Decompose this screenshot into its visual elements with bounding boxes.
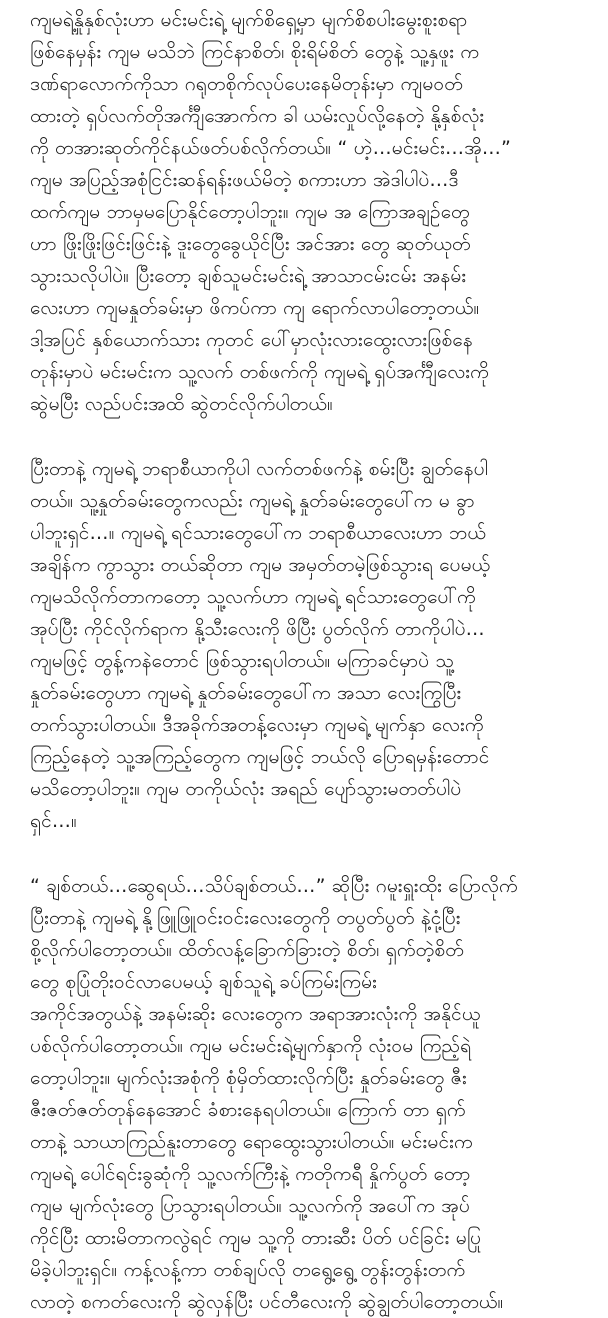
- paragraph-gap: [30, 837, 590, 870]
- text-line: ကိုင်ပြီး ထားမိတာကလွဲရင် ကျမ သူ့ကို တားဆီး ပိတ် ပင်ခြင်း မပြု: [30, 1227, 482, 1249]
- text-line: ထက်ကျမ ဘာမှမပြောနိုင်တော့ပါဘူး။ ကျမ အ ကြောအချဉ်တွေ: [30, 201, 470, 223]
- paragraph-1: [30, 4, 590, 420]
- text-line: အချိန်က ကွာသွား တယ်ဆိုတာ ကျမ အမှတ်တမဲ့ဖြစ်သွားရ ပေမယ့်: [30, 554, 491, 576]
- text-line: ကြည့်နေတဲ့ သူ့အကြည့်တွေက ကျမဖြင့် ဘယ်လို ပြောရမှန်းတောင်: [30, 746, 490, 768]
- text-line: နှုတ်ခမ်းတွေဟာ ကျမရဲ့ နှုတ်ခမ်းတွေပေါ်က အသာ လေးကြွပြီး: [30, 682, 462, 704]
- text-line: ကျမရဲ့ ပေါင်ရင်းခွဆုံကို သူ့လက်ကြီးနဲ့ ကတိုကရီ နှိုက်ပွတ် တော့: [30, 1163, 471, 1185]
- paragraph-2: [30, 453, 590, 837]
- text-line: ထားတဲ့ ရှပ်လက်တိုအင်္ကျီအောက်က ခါ ယမ်းလှုပ်လို့နေတဲ့ နို့နှစ်လုံး: [30, 105, 485, 127]
- text-line: ဆွဲမပြီး လည်ပင်းအထိ ဆွဲတင်လိုက်ပါတယ်။: [30, 393, 333, 415]
- paragraph-3: [30, 870, 590, 1318]
- text-line: သွားသလိုပါပဲ။ ပြီးတော့ ချစ်သူမင်းမင်းရဲ့ အာသာငမ်းငမ်း အနမ်း: [30, 265, 467, 287]
- text-line: ဒါ့အပြင် နှစ်ယောက်သား ကုတင် ပေါ်မှာလုံးလားထွေးလားဖြစ်နေ: [30, 329, 473, 351]
- text-line: လာတဲ့ စကတ်လေးကို ဆွဲလှန်ပြီး ပင်တီလေးကို ဆွဲချွတ်ပါတော့တယ်။: [30, 1291, 504, 1313]
- text-line: အကိုင်အတွယ်နဲ့ အနမ်းဆိုး လေးတွေက အရာအားလုံးကို အနိုင်ယူ: [30, 1003, 481, 1025]
- text-line: တုန်းမှာပဲ မင်းမင်းက သူ့လက် တစ်ဖက်ကို ကျမရဲ့ ရှပ်အင်္ကျီလေးကို: [30, 361, 489, 383]
- text-line: ကျမ အပြည့်အစုံငြင်းဆန်ရန်းဖယ်မိတဲ့ စကားဟာ အဲဒါပါပဲ…ဒီ: [30, 169, 459, 191]
- text-line: ကျမ မျက်လုံးတွေ ပြာသွားရပါတယ်။ သူ့လက်ကို အပေါ်က အုပ်: [30, 1195, 470, 1217]
- text-line: ရှင်…။: [30, 810, 78, 832]
- text-line: တွေ စုပြုံတိုးဝင်လာပေမယ့် ချစ်သူရဲ့ ခပ်ကြမ်းကြမ်း: [30, 971, 377, 993]
- text-line: မိခဲ့ပါဘူးရှင်။ ကန့်လန့်ကာ တစ်ချပ်လို တရွေ့ရွေ့ တွန်းတွန်းတက်: [30, 1259, 466, 1281]
- text-line: ကျမရဲ့နှိုနှစ်လုံးဟာ မင်းမင်းရဲ့ မျက်စိရှေ့မှာ မျက်စိစပါးမွေးစူးစရာ: [30, 9, 468, 31]
- story-text: [30, 4, 590, 1318]
- text-line: ကို တအားဆုတ်ကိုင်နယ်ဖတ်ပစ်လိုက်တယ်။ “ ဟဲ့…မင်းမင်း…အို…”: [30, 137, 512, 159]
- text-line: ဖြစ်နေမှန်း ကျမ မသိဘဲ ကြင်နာစိတ်၊ စိုးရိမ်စိတ် တွေနဲ့ သူ့နှဖူး က: [30, 41, 480, 63]
- text-line: တက်သွားပါတယ်။ ဒီအခိုက်အတန့်လေးမှာ ကျမရဲ့ မျက်နှာ လေးကို: [30, 714, 484, 736]
- text-line: ပြီးတာနဲ့ ကျမရဲ့ ဘရာစီယာကိုပါ လက်တစ်ဖက်နဲ့ စမ်းပြီး ချွတ်နေပါ: [30, 458, 488, 480]
- text-line: လေးဟာ ကျမနှုတ်ခမ်းမှာ ဖိကပ်ကာ ကျ ရောက်လာပါတော့တယ်။: [30, 297, 480, 319]
- paragraph-gap: [30, 420, 590, 453]
- text-line: ပစ်လိုက်ပါတော့တယ်။ ကျမ မင်းမင်းရဲ့မျက်နှာကို လုံးဝမ ကြည့်ရဲ: [30, 1035, 472, 1057]
- text-line: ဒဏ်ရာလောက်ကိုသာ ဂရုတစိုက်လုပ်ပေးနေမိတုန်းမှာ ကျမဝတ်: [30, 73, 463, 95]
- text-line: ဟာ ဖြိုးဖြိုးဖြင်းဖြင်းနဲ့ ဒူးတွေခွေယိုင်ပြီး အင်အား တွေ ဆုတ်ယုတ်: [30, 233, 471, 255]
- text-line: ဇီးဇတ်ဇတ်တုန်နေအောင် ခံစားနေရပါတယ်။ ကြောက် တာ ရှက်: [30, 1099, 466, 1121]
- text-line: ကျမဖြင့် တွန့်ကနဲတောင် ဖြစ်သွားရပါတယ်။ မကြာခင်မှာပဲ သူ့: [30, 650, 454, 672]
- text-line: စို့လိုက်ပါတော့တယ်။ ထိတ်လန့်ခြောက်ခြားတဲ့ စိတ်၊ ရှက်တဲ့စိတ်: [30, 939, 464, 961]
- text-line: ကျမသိလိုက်တာကတော့ သူ့လက်ဟာ ကျမရဲ့ ရင်သားတွေပေါ်ကို: [30, 586, 476, 608]
- text-line: တယ်။ သူ့နှုတ်ခမ်းတွေကလည်း ကျမရဲ့ နှုတ်ခမ်းတွေပေါ်က မ ခွာ: [30, 490, 475, 512]
- text-line: မသိတော့ပါဘူး။ ကျမ တကိုယ်လုံး အရည် ပျော်သွားမတတ်ပါပဲ: [30, 778, 462, 800]
- text-line: ပါဘူးရှင်…။ ကျမရဲ့ ရင်သားတွေပေါ်က ဘရာစီယာလေးဟာ ဘယ်: [30, 522, 487, 544]
- text-line: တာနဲ့ သာယာကြည်နူးတာတွေ ရောထွေးသွားပါတယ်။ မင်းမင်းက: [30, 1131, 473, 1153]
- text-line: “ ချစ်တယ်…ဆွေရယ်…သိပ်ချစ်တယ်…” ဆိုပြီး ဂမူးရှူးထိုး ပြောလိုက်: [30, 875, 518, 897]
- text-line: ပြီးတာနဲ့ ကျမရဲ့ နို့ဖြူဖြူဝင်းဝင်းလေးတွေကို တပွတ်ပွတ် နဲ့ငုံ့ပြီး: [30, 907, 461, 929]
- text-line: အုပ်ပြီး ကိုင်လိုက်ရာက နို့သီးလေးကို ဖိပြီး ပွတ်လိုက် တာကိုပါပဲ…: [30, 618, 485, 640]
- text-line: တော့ပါဘူး။ မျက်လုံးအစုံကို စုံမှိတ်ထားလိုက်ပြီး နှုတ်ခမ်းတွေ ဇီး: [30, 1067, 467, 1089]
